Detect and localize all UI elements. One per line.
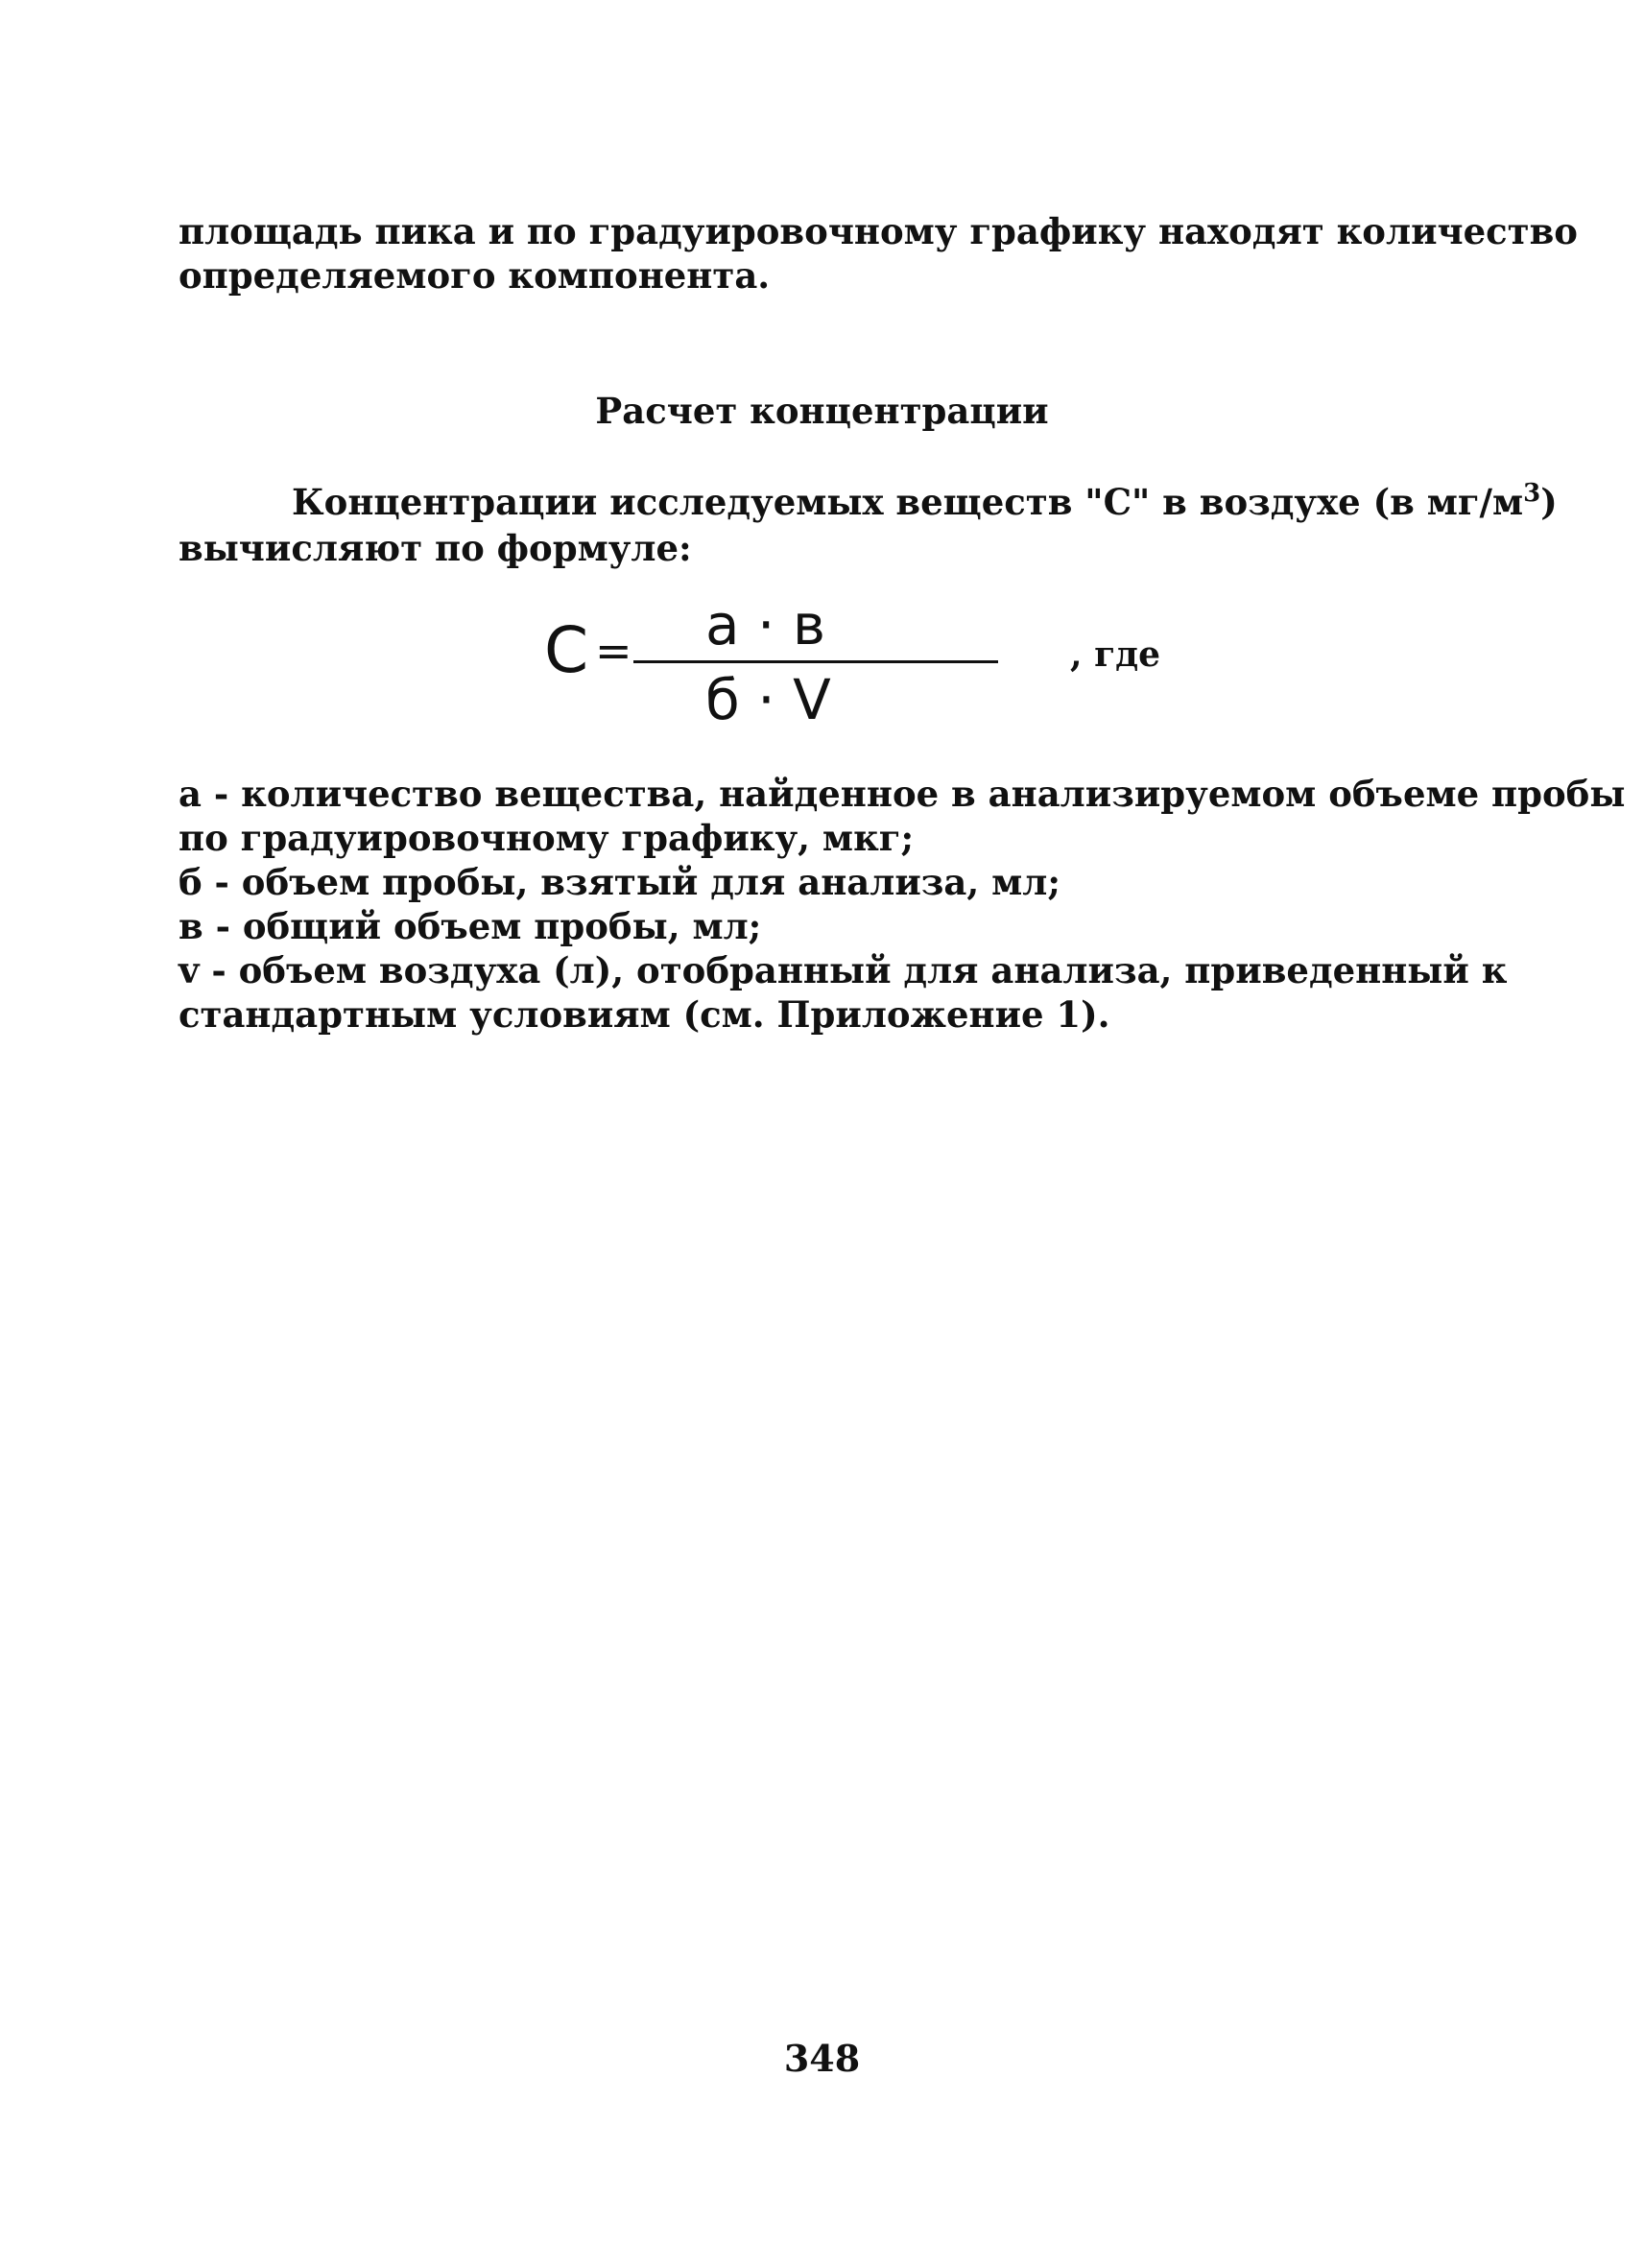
definition-a-line-1: а - количество вещества, найденное в анализируемом объеме пробы xyxy=(179,773,1626,815)
formula-numerator: a · в xyxy=(705,592,826,657)
definition-a-line-2: по градуировочному графику, мкг; xyxy=(179,817,915,859)
paragraph-line-1 xyxy=(292,479,1558,524)
section-heading: Расчет концентрации xyxy=(595,390,1049,432)
intro-line-1: площадь пика и по градуировочному графику находят количество xyxy=(179,210,1578,252)
paragraph-line-1-text: Концентрации исследуемых веществ "С" в воздухе (в мг/м xyxy=(292,481,1524,523)
formula-denominator: б · V xyxy=(705,667,831,732)
intro-line-2: определяемого компонента. xyxy=(179,254,771,297)
paragraph-line-1-close: ) xyxy=(1540,481,1558,523)
superscript-three: 3 xyxy=(1523,479,1541,508)
formula-lhs: C xyxy=(544,613,589,687)
definition-b: б - объем пробы, взятый для анализа, мл; xyxy=(179,861,1061,903)
formula-where: , где xyxy=(1070,634,1161,675)
formula-equals: = xyxy=(595,625,632,677)
fraction-bar xyxy=(633,660,998,663)
definition-v-total: в - общий объем пробы, мл; xyxy=(179,905,762,947)
formula xyxy=(533,592,1204,732)
definition-air-volume-line-2: стандартным условиям (см. Приложение 1). xyxy=(179,993,1110,1036)
paragraph-line-2: вычисляют по формуле: xyxy=(179,527,692,569)
page-number: 348 xyxy=(783,2037,861,2080)
definition-air-volume-line-1: v - объем воздуха (л), отобранный для анализа, приведенный к xyxy=(179,949,1508,991)
